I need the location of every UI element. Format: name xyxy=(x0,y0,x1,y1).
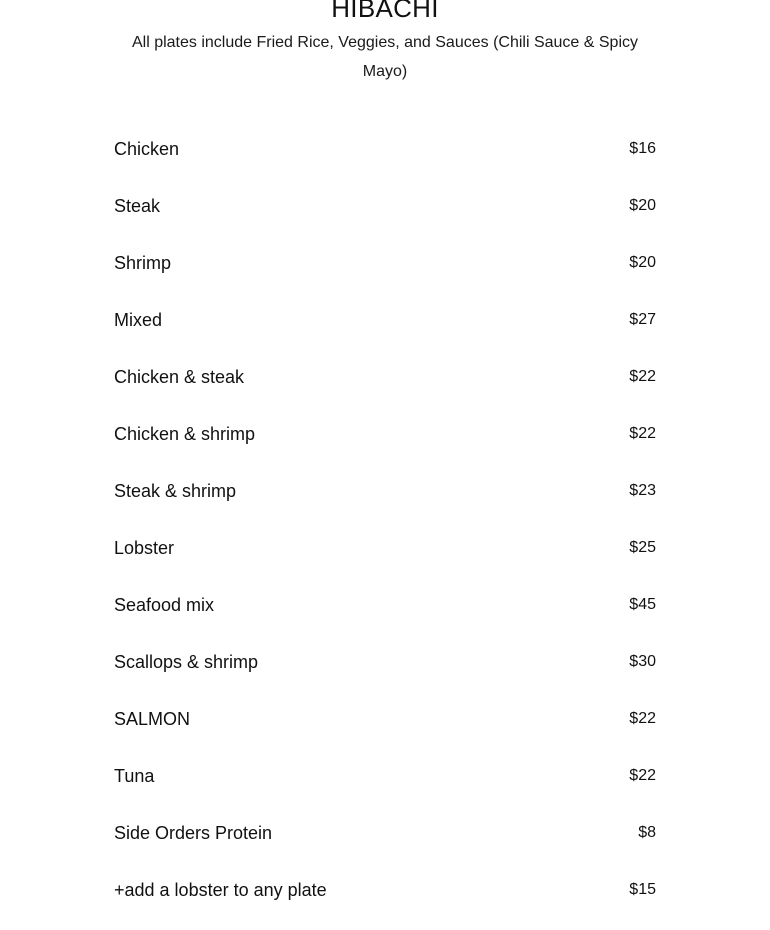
item-price: $30 xyxy=(629,652,656,670)
item-name: Steak xyxy=(114,195,161,216)
menu-item xyxy=(114,759,656,816)
item-price: $22 xyxy=(629,424,656,442)
item-name: Chicken xyxy=(114,138,180,159)
menu-description: All plates include Fried Rice, Veggies, and Sauces (Chili Sauce & Spicy Mayo) xyxy=(131,34,639,80)
menu-item xyxy=(114,702,656,759)
item-name: Chicken & shrimp xyxy=(114,423,256,444)
menu-item xyxy=(114,360,656,417)
item-name: Side Orders Protein xyxy=(114,822,273,843)
menu-item xyxy=(114,474,656,531)
menu-item xyxy=(114,303,656,360)
item-price: $20 xyxy=(629,253,656,271)
item-price: $16 xyxy=(629,139,656,157)
item-price: $15 xyxy=(629,880,656,898)
menu-item xyxy=(114,246,656,303)
item-price: $22 xyxy=(629,367,656,385)
menu-item xyxy=(114,816,656,873)
item-name: Shrimp xyxy=(114,252,172,273)
menu-item xyxy=(114,873,656,930)
item-name: Steak & shrimp xyxy=(114,480,237,501)
menu-list xyxy=(114,132,656,930)
menu-item xyxy=(114,645,656,702)
page-title: HIBACHI xyxy=(331,0,439,23)
item-price: $25 xyxy=(629,538,656,556)
menu-item xyxy=(114,531,656,588)
menu-item xyxy=(114,132,656,189)
menu-item xyxy=(114,417,656,474)
item-price: $27 xyxy=(629,310,656,328)
item-name: Chicken & steak xyxy=(114,366,245,387)
item-price: $23 xyxy=(629,481,656,499)
item-price: $22 xyxy=(629,709,656,727)
item-name: Tuna xyxy=(114,765,155,786)
item-name: Lobster xyxy=(114,537,175,558)
item-name: +add a lobster to any plate xyxy=(114,879,327,900)
item-name: Seafood mix xyxy=(114,594,215,615)
menu-item xyxy=(114,189,656,246)
item-price: $8 xyxy=(638,823,656,841)
item-price: $45 xyxy=(629,595,656,613)
item-name: Mixed xyxy=(114,309,163,330)
item-name: Scallops & shrimp xyxy=(114,651,259,672)
item-price: $20 xyxy=(629,196,656,214)
menu-item xyxy=(114,588,656,645)
item-name: SALMON xyxy=(114,708,191,729)
item-price: $22 xyxy=(629,766,656,784)
